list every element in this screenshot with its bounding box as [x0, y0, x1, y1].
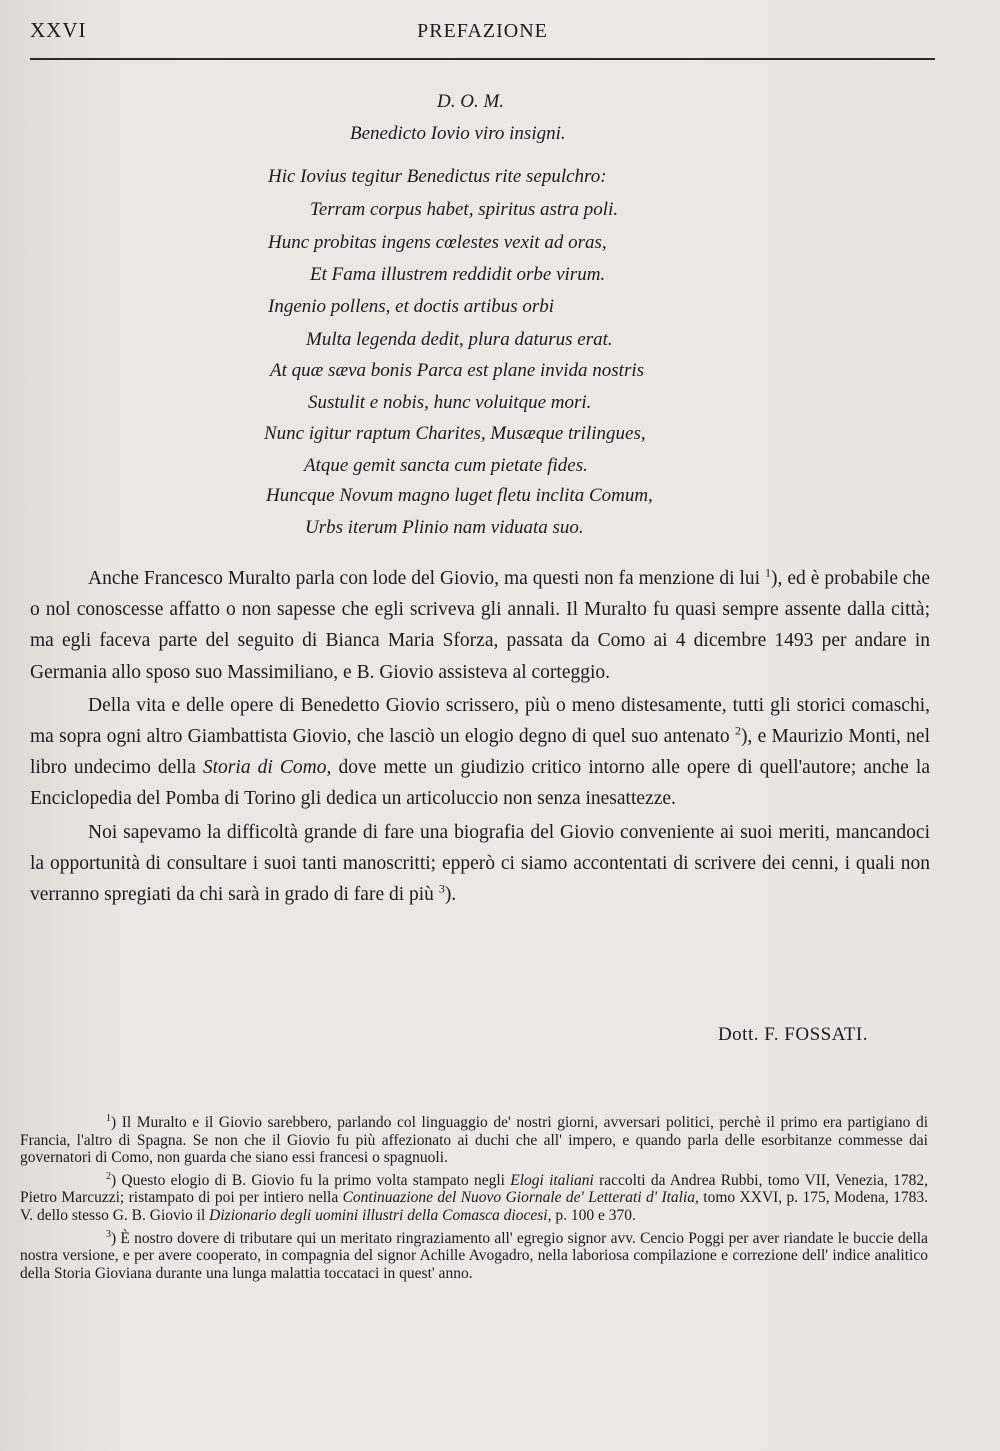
- text-run: dove mette un giudizio critico intorno alle opere di quell'autore; anche la Enciclopedia del Pomba di Torino gli dedica un articoluccio non senza inesattezze.: [30, 757, 930, 810]
- epitaph-line: Nunc igitur raptum Charites, Musæque trilingues,: [264, 423, 646, 444]
- header-rule: [30, 58, 935, 60]
- book-title: Elogi italiani: [510, 1171, 594, 1189]
- text-run: ), e Maurizio Monti, nel libro undecimo della: [30, 726, 931, 779]
- footnote: [20, 1230, 928, 1283]
- footnote-ref: 1: [765, 565, 772, 580]
- epitaph-line: Urbs iterum Plinio nam viduata suo.: [305, 517, 584, 538]
- running-title: PREFAZIONE: [417, 20, 548, 42]
- epitaph-line: Sustulit e nobis, hunc voluitque mori.: [308, 392, 592, 413]
- epitaph-line: At quæ sæva bonis Parca est plane invida nostris: [270, 360, 645, 381]
- footnote-text: tomo XXVI, p. 175, Modena, 1783. V. dello stesso G. B. Giovio il: [20, 1189, 928, 1224]
- epitaph-line: Terram corpus habet, spiritus astra poli.: [310, 199, 619, 220]
- epitaph-line: Ingenio pollens, et doctis artibus orbi: [268, 296, 555, 317]
- text-run: ).: [444, 884, 457, 906]
- footnote-text: ) Questo elogio di B. Giovio fu la primo volta stampato negli: [111, 1171, 511, 1189]
- epitaph-line: Et Fama illustrem reddidit orbe virum.: [310, 264, 606, 285]
- book-title: Storia di Como,: [202, 757, 332, 779]
- footnote-text: ) È nostro dovere di tributare qui un meritato ringraziamento all' egregio signor avv. Cencio Poggi per aver riandate le buccie della nostra versione, e per avere cooperato, in compagnia del signor Achille Avogadro, nella laboriosa compilazione e correzione dell' indice analitico della Storia Gioviana durante una lunga malattia toccataci in quest' anno.: [20, 1229, 928, 1282]
- page-number: XXVI: [30, 18, 87, 42]
- epitaph-line: Huncque Novum magno luget fletu inclita Comum,: [266, 485, 653, 506]
- footnote-ref: 3: [438, 881, 445, 896]
- footnote-number: 1: [106, 1112, 111, 1124]
- paragraph: [30, 563, 930, 688]
- footnote-text: p. 100 e 370.: [551, 1206, 636, 1224]
- footnote-number: 3: [106, 1228, 111, 1240]
- book-title: Dizionario degli uomini illustri della Comasca diocesi,: [209, 1206, 552, 1224]
- body-text: [30, 563, 930, 910]
- text-run: ), ed è probabile che o nol conoscesse affatto o non sapesse che egli scriveva gli annali. Il Muralto fu quasi sempre assente dalla città; ma egli faceva parte del seguito di Bianca Maria Sforza, passata da Como ai 4 dicembre 1493 per andare in Germania allo sposo suo Massimiliano, e B. Giovio assisteva al corteggio.: [30, 568, 930, 683]
- footnote-text: raccolti da Andrea Rubbi, tomo VII, Venezia, 1782, Pietro Marcuzzi; ristampato di poi per intiero nella: [20, 1171, 928, 1207]
- epitaph-line: Atque gemit sancta cum pietate fides.: [304, 455, 588, 476]
- footnote: [20, 1114, 928, 1167]
- epitaph-line: D. O. M.: [437, 91, 505, 112]
- text-run: Noi sapevamo la difficoltà grande di fare una biografia del Giovio conveniente ai suoi meriti, mancandoci la opportunità di consultare i suoi tanti manoscritti; epperò ci siamo accontentati di scrivere dei cenni, i quali non verranno spregiati da chi sarà in grado di fare di più: [30, 821, 930, 906]
- paragraph: [30, 817, 930, 911]
- epitaph-line: Benedicto Iovio viro insigni.: [350, 123, 566, 144]
- epitaph-line: Hunc probitas ingens cœlestes vexit ad oras,: [268, 232, 607, 253]
- author-signature: Dott. F. FOSSATI.: [717, 1024, 868, 1045]
- footnote-number: 2: [106, 1170, 111, 1182]
- book-title: Continuazione del Nuovo Giornale de' Letterati d' Italia,: [342, 1189, 699, 1207]
- footnote-ref: 2: [734, 723, 741, 738]
- page-header: [30, 18, 935, 46]
- paragraph: [30, 690, 930, 815]
- footnotes: [20, 1114, 928, 1282]
- epitaph-line: Hic Iovius tegitur Benedictus rite sepulchro:: [268, 166, 607, 187]
- footnote: [20, 1172, 928, 1225]
- footnote-text: ) Il Muralto e il Giovio sarebbero, parlando col linguaggio de' nostri giorni, avversari politici, perchè il primo era partigiano di Francia, l'altro di Spagna. Se non che il Giovio fu più affezionato ai duchi che all' impero, e quando parla delle esorbitanze commesse dai governatori di Como, non guarda che siano essi francesi o spagnuoli.: [20, 1114, 928, 1167]
- epitaph-line: Multa legenda dedit, plura daturus erat.: [306, 329, 613, 350]
- text-run: Della vita e delle opere di Benedetto Giovio scrissero, più o meno distesamente, tutti gli storici comaschi, ma sopra ogni altro Giambattista Giovio, che lasciò un elogio degno di quel suo antenato: [30, 694, 930, 748]
- text-run: Anche Francesco Muralto parla con lode del Giovio, ma questi non fa menzione di lui: [88, 568, 766, 589]
